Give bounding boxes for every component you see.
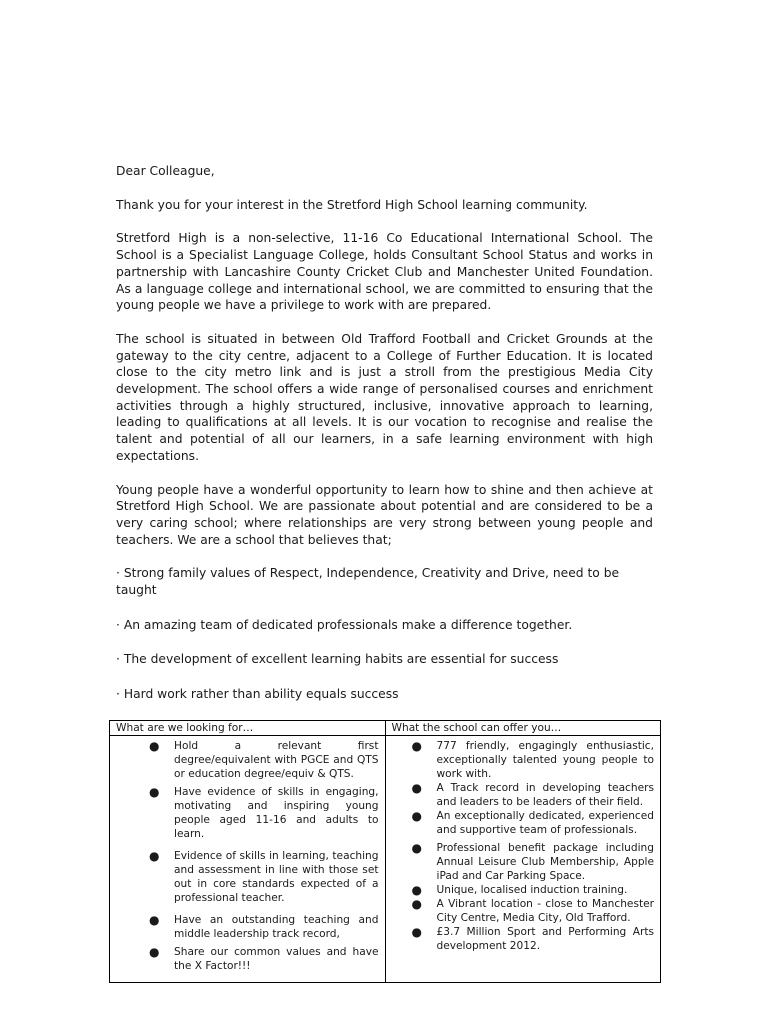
bullet-icon: ● [149,849,160,863]
list-item: ● Share our common values and have the X Factor!!! [149,945,379,972]
offer-cell [385,736,661,983]
bullet-icon: ● [411,781,422,795]
looking-for-list [114,739,379,973]
bullet-icon: ● [149,945,160,959]
paragraph-school-overview: Stretford High is a non-selective, 11-16 Co Educational International School. The School is a Specialist Language College, holds Consultant School Status and works in partnership with Lancashire County Cricket Club and Manchester United Foundation. As a language college and international school, we are committed to ensuring that the young people we have a privilege to work with are prepared. [116,231,653,313]
greeting: Dear Colleague, [116,164,215,178]
list-item: ● A Track record in developing teachers and leaders to be leaders of their field. [411,781,654,808]
bullet-icon: ● [411,809,422,823]
list-item: ● 777 friendly, engagingly enthusiastic, exceptionally talented young people to work with. [411,739,654,780]
list-item: ● A Vibrant location - close to Manchester City Centre, Media City, Old Trafford. [411,897,654,924]
belief-item: · Hard work rather than ability equals success [116,687,399,702]
list-item: ● Have evidence of skills in engaging, motivating and inspiring young people aged 11-16 and adults to learn. [149,785,379,840]
bullet-icon: ● [149,913,160,927]
bullet-icon: ● [149,739,160,753]
bullet-icon: ● [411,739,422,753]
intro-paragraph: Thank you for your interest in the Stretford High School learning community. [116,197,588,212]
bullet-icon: ● [149,785,160,799]
belief-item: · Strong family values of Respect, Independence, Creativity and Drive, need to be taught [116,566,620,598]
requirements-offer-table [109,720,661,983]
bullet-icon: ● [411,883,422,897]
list-item: ● Unique, localised induction training. [411,883,628,897]
list-item: ● Hold a relevant first degree/equivalent with PGCE and QTS or education degree/equiv & QTS. [149,739,379,780]
bullet-icon: ● [411,897,422,911]
bullet-icon: ● [411,841,422,855]
paragraph-opportunity: Young people have a wonderful opportunity to learn how to shine and then achieve at Stretford High School. We are passionate about potential and are considered to be a very caring school; where relationships are very strong between young people and teachers. We are a school that believes that; [116,482,653,547]
belief-item: · An amazing team of dedicated professionals make a difference together. [116,617,573,632]
list-item: ● £3.7 Million Sport and Performing Arts development 2012. [411,925,654,952]
list-item: ● Have an outstanding teaching and middle leadership track record, [149,913,379,940]
looking-for-cell [110,736,386,983]
bullet-icon: ● [411,925,422,939]
offer-list [390,739,655,953]
list-item: ● An exceptionally dedicated, experienced and supportive team of professionals. [411,809,654,836]
header-looking-for: What are we looking for… [110,721,386,736]
list-item: ● Evidence of skills in learning, teaching and assessment in line with those set out in core standards expected of a professional teacher. [149,849,379,904]
list-item: ● Professional benefit package including Annual Leisure Club Membership, Apple iPad and Car Parking Space. [411,841,654,882]
letter-body [116,163,653,703]
paragraph-location: The school is situated in between Old Trafford Football and Cricket Grounds at the gateway to the city centre, adjacent to a College of Further Education. It is located close to the city metro link and is just a stroll from the prestigious Media City development. The school offers a wide range of personalised courses and enrichment activities through a highly structured, inclusive, innovative approach to learning, leading to qualifications at all levels. It is our vocation to recognise and realise the talent and potential of all our learners, in a safe learning environment with high expectations. [116,331,653,463]
belief-item: · The development of excellent learning habits are essential for success [116,652,559,667]
header-school-offers: What the school can offer you… [385,721,661,736]
